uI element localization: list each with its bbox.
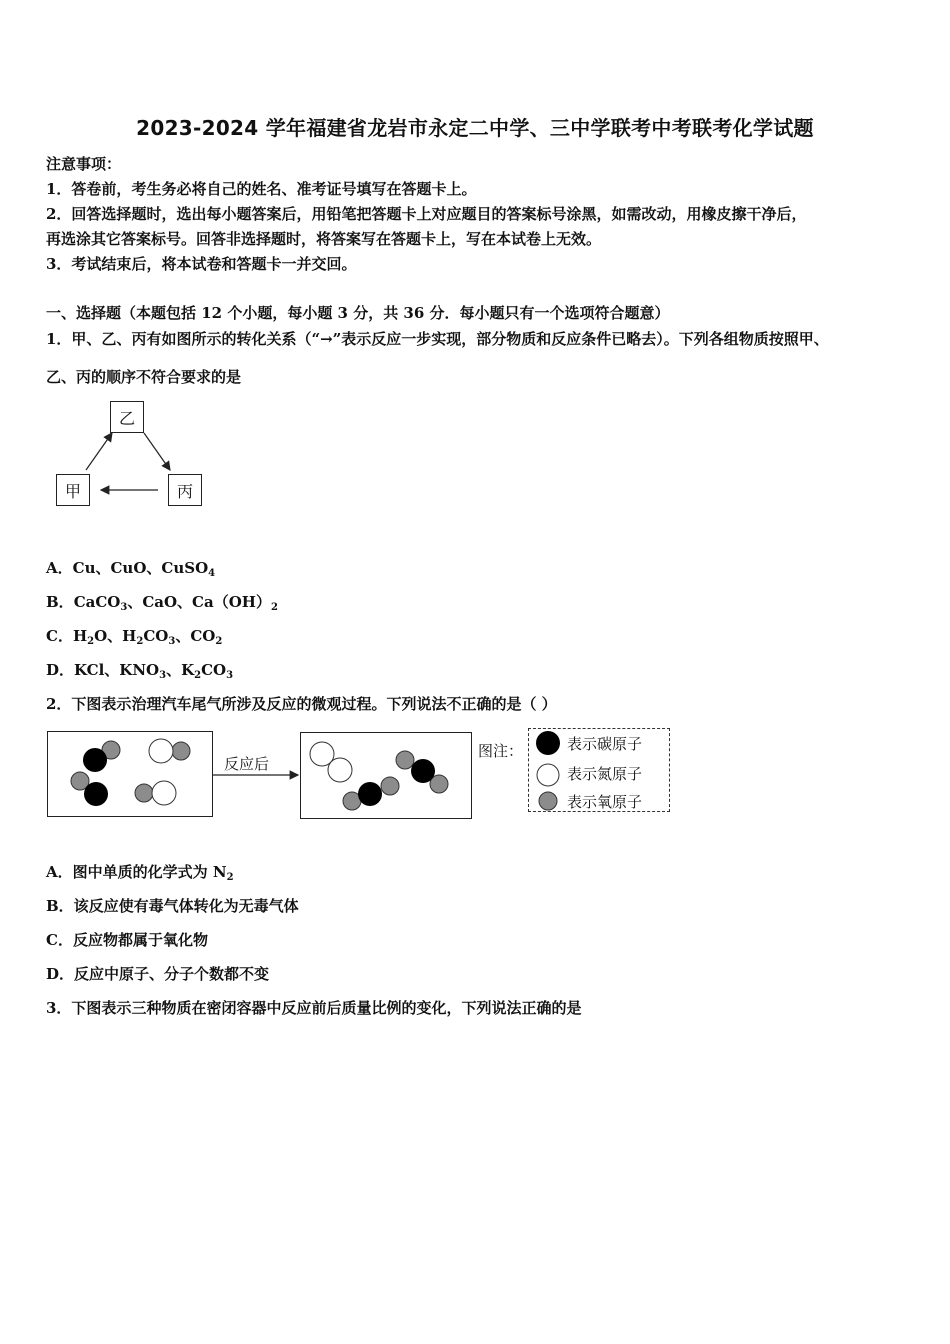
legend-carbon-label: 表示碳原子 [567, 735, 643, 753]
q3-stem: 3．下图表示三种物质在密闭容器中反应前后质量比例的变化，下列说法正确的是 [46, 999, 582, 1017]
notice-item-3: 3．考试结束后，将本试卷和答题卡一并交回。 [46, 255, 357, 273]
q2-option-a: A．图中单质的化学式为 $N_2$ [46, 863, 234, 883]
notice-item-1: 1．答卷前，考生务必将自己的姓名、准考证号填写在答题卡上。 [46, 180, 477, 198]
box-yi: 乙 [110, 401, 144, 433]
box-bing: 丙 [168, 474, 202, 506]
q1-stem-line1: 1．甲、乙、丙有如图所示的转化关系（“→”表示反应一步实现，部分物质和反应条件已略去）。下列各组物质按照甲、 [46, 330, 829, 348]
arrow-label: 反应后 [224, 755, 270, 773]
q1-option-a: A．Cu、CuO、CuSO$_4$ [46, 559, 216, 579]
q2-option-b: B．该反应使有毒气体转化为无毒气体 [46, 897, 299, 915]
box-jia: 甲 [56, 474, 90, 506]
page-title: 2023-2024 学年福建省龙岩市永定二中学、三中学联考中考联考化学试题 [136, 116, 814, 140]
q2-stem: 2．下图表示治理汽车尾气所涉及反应的微观过程。下列说法不正确的是（ ） [46, 695, 557, 713]
arrow-jia-to-yi [86, 433, 112, 470]
section-heading: 一、选择题（本题包括 12 个小题，每小题 3 分，共 36 分．每小题只有一个选项符合题意） [46, 304, 670, 322]
arrow-yi-to-bing [144, 433, 170, 470]
notice-item-2: 2．回答选择题时，选出每小题答案后，用铅笔把答题卡上对应题目的答案标号涂黑，如需改动，用橡皮擦干净后， [46, 205, 807, 223]
q1-stem-line2: 乙、丙的顺序不符合要求的是 [46, 368, 242, 386]
q1-option-b: B．CaCO$_3$、CaO、$Ca(OH)_2$ [46, 593, 278, 613]
legend-nitrogen-label: 表示氮原子 [567, 765, 643, 783]
reactants-box [47, 731, 213, 817]
q1-option-c: C．$H_2O$、$H_2CO_3$、$CO_2$ [46, 627, 223, 647]
legend-oxygen-label: 表示氧原子 [567, 793, 643, 811]
notice-heading: 注意事项： [46, 155, 122, 173]
q1-option-d: D．KCl、$KNO_3$、$K_2CO_3$ [46, 661, 234, 681]
products-box [300, 732, 472, 819]
q2-option-c: C．反应物都属于氧化物 [46, 931, 208, 949]
legend-title: 图注： [478, 742, 524, 760]
q2-option-d: D．反应中原子、分子个数都不变 [46, 965, 270, 983]
notice-item-2-cont: 再选涂其它答案标号。回答非选择题时，将答案写在答题卡上，写在本试卷上无效。 [46, 230, 602, 248]
